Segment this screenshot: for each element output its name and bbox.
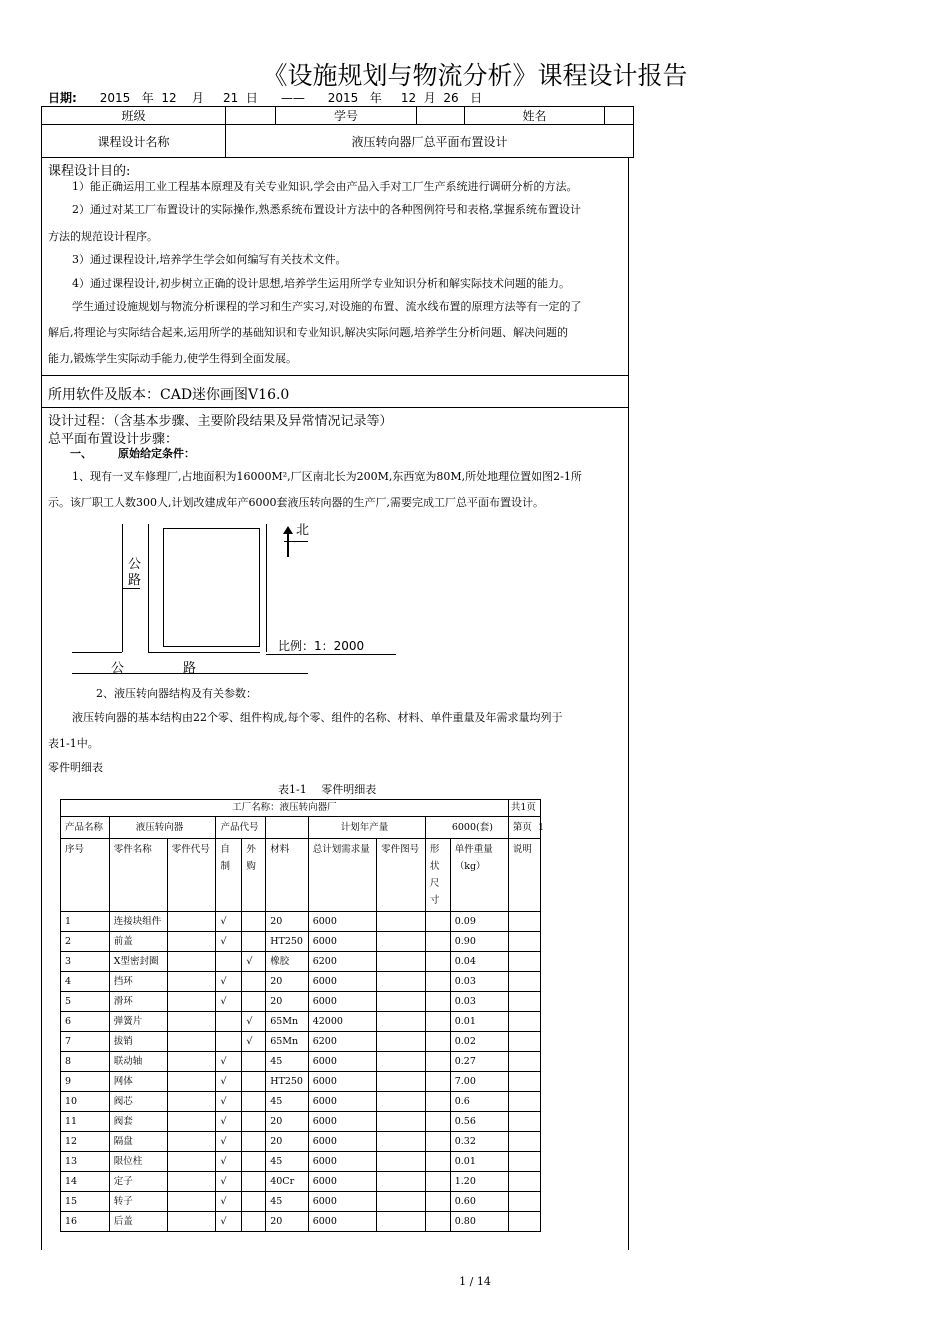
- table-row: [61, 1132, 541, 1152]
- part-name: 联动轴: [109, 1052, 167, 1072]
- drawing-no: [377, 1132, 426, 1152]
- remark: [508, 952, 540, 972]
- self-made: √: [216, 1052, 242, 1072]
- col-header: 总计划需求量: [308, 839, 376, 912]
- page-label: 第页: [512, 822, 532, 833]
- purchased: [242, 1112, 266, 1132]
- part-code: [167, 1172, 216, 1192]
- process-heading: 设计过程：（含基本步骤、主要阶段结果及异常情况记录等）: [48, 414, 393, 429]
- material: 20: [266, 1132, 309, 1152]
- day-char: 日: [470, 91, 483, 105]
- table-row: [61, 912, 541, 932]
- drawing-no: [377, 932, 426, 952]
- purchased: [242, 1052, 266, 1072]
- shape-size: [425, 992, 450, 1012]
- factory-name: 工厂名称：液压转向器厂: [61, 800, 509, 817]
- purpose-item: 2）通过对某工厂布置设计的实际操作,熟悉系统布置设计方法中的各种图例符号和表格,掌握系统布置设计: [72, 203, 581, 216]
- part-code: [167, 1112, 216, 1132]
- class-label: 班级: [42, 107, 226, 125]
- row-no: 3: [61, 952, 110, 972]
- date-dash: ——: [280, 91, 305, 105]
- part-name: 连接块组件: [109, 912, 167, 932]
- year-char: 年: [369, 91, 382, 105]
- name-value: [605, 107, 634, 125]
- shape-size: [425, 1052, 450, 1072]
- row-no: 15: [61, 1192, 110, 1212]
- total-qty: 6000: [308, 1212, 376, 1232]
- row-no: 13: [61, 1152, 110, 1172]
- document-title: 《设施规划与物流分析》课程设计报告: [262, 61, 688, 90]
- shape-size: [425, 1072, 450, 1092]
- table-row: [61, 952, 541, 972]
- purchased: √: [242, 952, 266, 972]
- self-made: √: [216, 1092, 242, 1112]
- unit-weight: 0.09: [450, 912, 508, 932]
- class-value: [226, 107, 276, 125]
- para1-line: 1、现有一叉车修理厂,占地面积为16000M²,厂区南北长为200M,东西宽为80M,所处地理位置如图2-1所: [72, 470, 582, 483]
- purchased: [242, 972, 266, 992]
- total-qty: 6000: [308, 1152, 376, 1172]
- part-code: [167, 1012, 216, 1032]
- row-no: 1: [61, 912, 110, 932]
- north-arrow-icon: [283, 526, 293, 534]
- purchased: [242, 1132, 266, 1152]
- unit-weight: 0.56: [450, 1112, 508, 1132]
- total-qty: 6000: [308, 1072, 376, 1092]
- shape-size: [425, 1132, 450, 1152]
- total-qty: 6200: [308, 1032, 376, 1052]
- self-made: √: [216, 1172, 242, 1192]
- material: 65Mn: [266, 1012, 309, 1032]
- total-qty: 6200: [308, 952, 376, 972]
- col-header: 说明: [508, 839, 540, 912]
- course-name-value: 液压转向器厂总平面布置设计: [226, 125, 634, 158]
- shape-size: [425, 1172, 450, 1192]
- drawing-no: [377, 972, 426, 992]
- self-made: √: [216, 1212, 242, 1232]
- para2: 2、液压转向器结构及有关参数：: [96, 687, 257, 700]
- purchased: [242, 1092, 266, 1112]
- self-made: √: [216, 932, 242, 952]
- shape-size: [425, 1192, 450, 1212]
- part-name: 滑环: [109, 992, 167, 1012]
- unit-weight: 0.60: [450, 1192, 508, 1212]
- section-title: 原始给定条件：: [118, 447, 195, 460]
- part-name: 定子: [109, 1172, 167, 1192]
- end-month: 12: [400, 91, 417, 105]
- start-year: 2015: [99, 91, 131, 105]
- part-code: [167, 1212, 216, 1232]
- part-code: [167, 1132, 216, 1152]
- purchased: [242, 1192, 266, 1212]
- row-no: 2: [61, 932, 110, 952]
- table-row: [61, 1152, 541, 1172]
- unit-weight: 0.80: [450, 1212, 508, 1232]
- course-name-label: 课程设计名称: [42, 125, 226, 158]
- part-name: 隔盘: [109, 1132, 167, 1152]
- part-code: [167, 932, 216, 952]
- shape-size: [425, 952, 450, 972]
- shape-size: [425, 1152, 450, 1172]
- total-qty: 6000: [308, 1132, 376, 1152]
- material: HT250: [266, 1072, 309, 1092]
- purpose-item: 4）通过课程设计,初步树立正确的设计思想,培养学生运用所学专业知识分析和解实际技术问题的能力。: [72, 277, 570, 290]
- purchased: [242, 1072, 266, 1092]
- purpose-item: 1）能正确运用工业工程基本原理及有关专业知识,学会由产品入手对工厂生产系统进行调研分析的方法。: [72, 180, 578, 193]
- end-day: 26: [443, 91, 459, 105]
- product-code-value: [266, 817, 309, 839]
- row-no: 7: [61, 1032, 110, 1052]
- shape-size: [425, 1032, 450, 1052]
- col-header: 零件代号: [167, 839, 216, 912]
- remark: [508, 1132, 540, 1152]
- total-qty: 6000: [308, 972, 376, 992]
- page-number: 1: [537, 822, 544, 833]
- remark: [508, 932, 540, 952]
- parts-list-label: 零件明细表: [48, 761, 103, 774]
- unit-weight: 0.03: [450, 992, 508, 1012]
- student-id-value: [417, 107, 465, 125]
- table-row: [61, 1092, 541, 1112]
- table-caption: 表1-1 零件明细表: [278, 783, 377, 796]
- remark: [508, 1072, 540, 1092]
- shape-size: [425, 1012, 450, 1032]
- purchased: [242, 992, 266, 1012]
- purchased: [242, 1152, 266, 1172]
- table-row: [61, 1192, 541, 1212]
- material: 20: [266, 1112, 309, 1132]
- part-name: 限位柱: [109, 1152, 167, 1172]
- process-subheading: 总平面布置设计步骤：: [48, 432, 179, 447]
- row-no: 5: [61, 992, 110, 1012]
- unit-weight: 0.01: [450, 1012, 508, 1032]
- row-no: 16: [61, 1212, 110, 1232]
- month-char: 月: [191, 91, 204, 105]
- table-row: [61, 932, 541, 952]
- col-header: 形状尺寸: [425, 839, 450, 912]
- total-qty: 6000: [308, 992, 376, 1012]
- site-boundary: [163, 528, 260, 647]
- divider: [41, 375, 628, 376]
- date-label: 日期:: [48, 91, 77, 105]
- part-name: 拔销: [109, 1032, 167, 1052]
- col-header: 零件名称: [109, 839, 167, 912]
- drawing-no: [377, 1072, 426, 1092]
- table-row: [61, 1172, 541, 1192]
- purpose-item: 学生通过设施规划与物流分析课程的学习和生产实习,对设施的布置、流水线布置的原理方法等有一定的了: [72, 300, 582, 313]
- software-line: 所用软件及版本：CAD迷你画图V16.0: [48, 387, 290, 403]
- part-name: 转子: [109, 1192, 167, 1212]
- self-made: [216, 952, 242, 972]
- part-name: X型密封圈: [109, 952, 167, 972]
- part-code: [167, 1092, 216, 1112]
- drawing-no: [377, 1172, 426, 1192]
- shape-size: [425, 912, 450, 932]
- unit-weight: 1.20: [450, 1172, 508, 1192]
- drawing-no: [377, 1052, 426, 1072]
- self-made: √: [216, 1192, 242, 1212]
- purchased: [242, 912, 266, 932]
- product-name: 液压转向器: [109, 817, 216, 839]
- day-char: 日: [245, 91, 258, 105]
- road-label: 公: [111, 661, 125, 676]
- remark: [508, 1092, 540, 1112]
- part-name: 网体: [109, 1072, 167, 1092]
- header-table: [41, 106, 634, 158]
- student-id-label: 学号: [276, 107, 417, 125]
- col-header: 自制: [216, 839, 242, 912]
- row-no: 6: [61, 1012, 110, 1032]
- north-arrow-shaft: [287, 530, 289, 557]
- drawing-no: [377, 1092, 426, 1112]
- purpose-item: 解后,将理论与实际结合起来,运用所学的基础知识和专业知识,解决实际问题,培养学生分析问题、解决问题的: [48, 326, 568, 339]
- scale-label: 比例：1：2000: [278, 639, 365, 653]
- remark: [508, 1212, 540, 1232]
- shape-size: [425, 1212, 450, 1232]
- total-qty: 6000: [308, 1172, 376, 1192]
- self-made: √: [216, 912, 242, 932]
- total-pages: 共1页: [508, 800, 540, 817]
- part-name: 弹簧片: [109, 1012, 167, 1032]
- col-header: 序号: [61, 839, 110, 912]
- material: 20: [266, 1212, 309, 1232]
- shape-size: [425, 1092, 450, 1112]
- remark: [508, 1052, 540, 1072]
- unit-weight: 0.01: [450, 1152, 508, 1172]
- material: 45: [266, 1192, 309, 1212]
- col-header: 单件重量（kg）: [450, 839, 508, 912]
- material: 45: [266, 1152, 309, 1172]
- material: 20: [266, 972, 309, 992]
- material: 65Mn: [266, 1032, 309, 1052]
- drawing-no: [377, 1192, 426, 1212]
- material: 40Cr: [266, 1172, 309, 1192]
- purpose-item: 3）通过课程设计,培养学生学会如何编写有关技术文件。: [72, 253, 347, 266]
- drawing-no: [377, 1112, 426, 1132]
- drawing-no: [377, 992, 426, 1012]
- unit-weight: 0.6: [450, 1092, 508, 1112]
- remark: [508, 1112, 540, 1132]
- unit-weight: 0.27: [450, 1052, 508, 1072]
- para3-line: 液压转向器的基本结构由22个零、组件构成,每个零、组件的名称、材料、单件重量及年需求量均列于: [72, 711, 563, 724]
- parts-table: [60, 799, 544, 1232]
- material: 45: [266, 1052, 309, 1072]
- part-name: 挡环: [109, 972, 167, 992]
- month-char: 月: [423, 91, 436, 105]
- table-row: [61, 1012, 541, 1032]
- start-month: 12: [161, 91, 177, 105]
- shape-size: [425, 1112, 450, 1132]
- year-char: 年: [141, 91, 154, 105]
- purpose-item: 能力,锻炼学生实际动手能力,使学生得到全面发展。: [48, 352, 297, 365]
- shape-size: [425, 972, 450, 992]
- part-code: [167, 1072, 216, 1092]
- remark: [508, 1152, 540, 1172]
- table-row: [61, 1072, 541, 1092]
- row-no: 10: [61, 1092, 110, 1112]
- part-name: 阀套: [109, 1112, 167, 1132]
- self-made: √: [216, 972, 242, 992]
- end-year: 2015: [327, 91, 359, 105]
- remark: [508, 1192, 540, 1212]
- material: 20: [266, 992, 309, 1012]
- total-qty: 6000: [308, 1052, 376, 1072]
- date-line: [48, 89, 482, 106]
- part-code: [167, 992, 216, 1012]
- material: 20: [266, 912, 309, 932]
- road-label: 公: [128, 557, 142, 572]
- product-name-label: 产品名称: [61, 817, 110, 839]
- unit-weight: 0.04: [450, 952, 508, 972]
- name-label: 姓名: [465, 107, 605, 125]
- col-header: 材料: [266, 839, 309, 912]
- remark: [508, 1032, 540, 1052]
- self-made: [216, 1032, 242, 1052]
- unit-weight: 0.32: [450, 1132, 508, 1152]
- total-qty: 6000: [308, 1112, 376, 1132]
- part-code: [167, 952, 216, 972]
- purpose-item: 方法的规范设计程序。: [48, 230, 158, 243]
- remark: [508, 972, 540, 992]
- table-row: [61, 1212, 541, 1232]
- row-no: 9: [61, 1072, 110, 1092]
- purpose-heading: 课程设计目的:: [48, 164, 131, 179]
- table-row: [61, 992, 541, 1012]
- purchased: √: [242, 1012, 266, 1032]
- page-cell: [508, 817, 544, 839]
- section-number: 一、: [70, 447, 92, 460]
- row-no: 11: [61, 1112, 110, 1132]
- road-label: 路: [183, 661, 197, 676]
- part-name: 后盖: [109, 1212, 167, 1232]
- drawing-no: [377, 1212, 426, 1232]
- unit-weight: 7.00: [450, 1072, 508, 1092]
- drawing-no: [377, 1032, 426, 1052]
- annual-output-label: 计划年产量: [308, 817, 425, 839]
- self-made: √: [216, 992, 242, 1012]
- unit-weight: 0.02: [450, 1032, 508, 1052]
- purchased: [242, 1172, 266, 1192]
- row-no: 4: [61, 972, 110, 992]
- material: 45: [266, 1092, 309, 1112]
- page-footer: 1 / 14: [459, 1275, 491, 1288]
- part-code: [167, 1052, 216, 1072]
- part-code: [167, 1032, 216, 1052]
- purchased: [242, 932, 266, 952]
- part-code: [167, 972, 216, 992]
- col-header: 外购: [242, 839, 266, 912]
- shape-size: [425, 932, 450, 952]
- road-label: 路: [128, 573, 142, 588]
- drawing-no: [377, 1012, 426, 1032]
- annual-output: 6000(套): [425, 817, 508, 839]
- table-row: [61, 1032, 541, 1052]
- total-qty: 6000: [308, 1092, 376, 1112]
- col-header: 零件图号: [377, 839, 426, 912]
- part-code: [167, 1152, 216, 1172]
- row-no: 8: [61, 1052, 110, 1072]
- drawing-no: [377, 952, 426, 972]
- divider: [41, 407, 628, 408]
- drawing-no: [377, 1152, 426, 1172]
- unit-weight: 0.90: [450, 932, 508, 952]
- para3-line: 表1-1中。: [48, 737, 99, 750]
- part-name: 阀芯: [109, 1092, 167, 1112]
- self-made: [216, 1012, 242, 1032]
- material: HT250: [266, 932, 309, 952]
- unit-weight: 0.03: [450, 972, 508, 992]
- self-made: √: [216, 1112, 242, 1132]
- row-no: 14: [61, 1172, 110, 1192]
- para1-line: 示。该厂职工人数300人,计划改建成年产6000套液压转向器的生产厂,需要完成工厂总平面布置设计。: [48, 496, 544, 509]
- part-code: [167, 912, 216, 932]
- self-made: √: [216, 1132, 242, 1152]
- north-label: 北: [296, 523, 310, 538]
- remark: [508, 1012, 540, 1032]
- total-qty: 6000: [308, 1192, 376, 1212]
- drawing-no: [377, 912, 426, 932]
- table-row: [61, 1052, 541, 1072]
- remark: [508, 912, 540, 932]
- self-made: √: [216, 1152, 242, 1172]
- total-qty: 42000: [308, 1012, 376, 1032]
- table-row: [61, 1112, 541, 1132]
- purchased: √: [242, 1032, 266, 1052]
- row-no: 12: [61, 1132, 110, 1152]
- material: 橡胶: [266, 952, 309, 972]
- table-row: [61, 972, 541, 992]
- remark: [508, 992, 540, 1012]
- part-code: [167, 1192, 216, 1212]
- total-qty: 6000: [308, 912, 376, 932]
- product-code-label: 产品代号: [216, 817, 266, 839]
- remark: [508, 1172, 540, 1192]
- total-qty: 6000: [308, 932, 376, 952]
- self-made: √: [216, 1072, 242, 1092]
- purchased: [242, 1212, 266, 1232]
- start-day: 21: [223, 91, 239, 105]
- part-name: 前盖: [109, 932, 167, 952]
